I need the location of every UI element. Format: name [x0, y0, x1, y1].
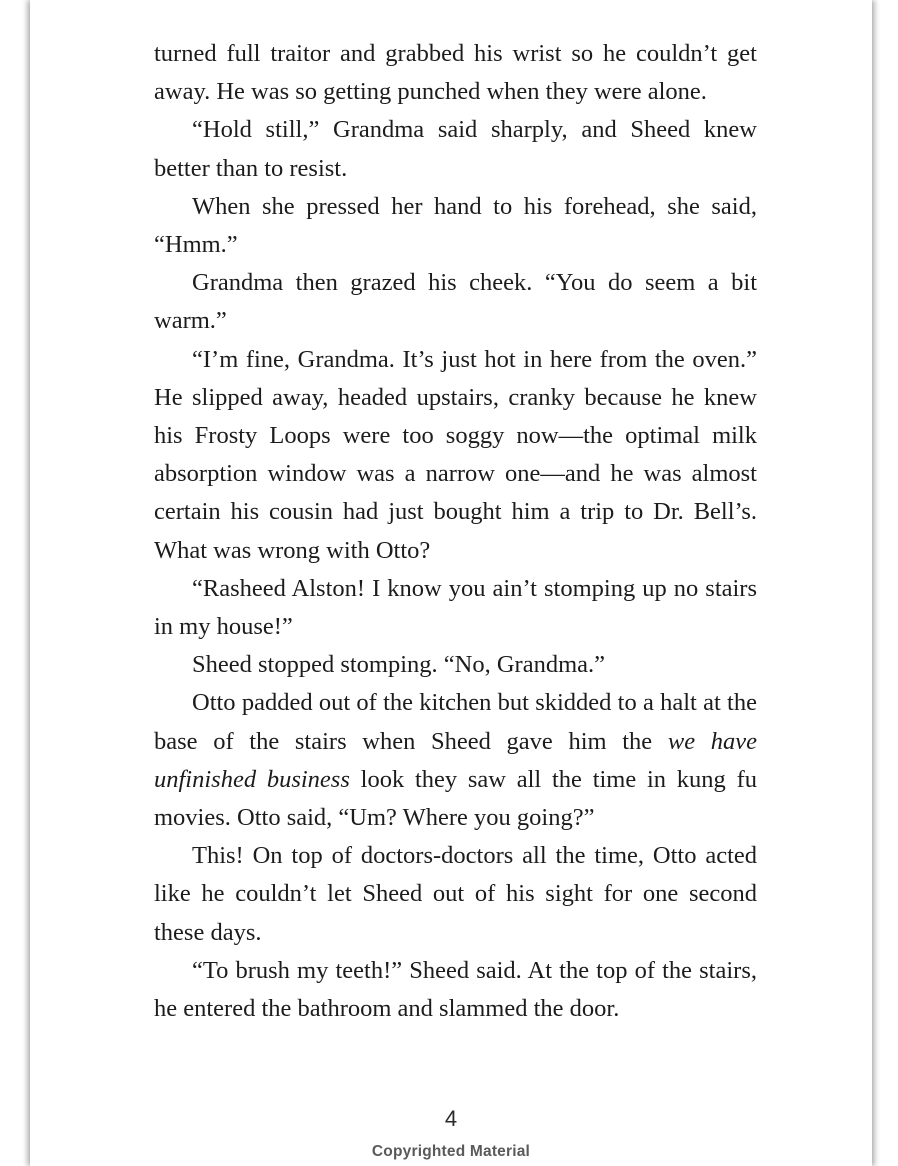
paragraph-text: This! On top of doctors-doctors all the time, Otto acted like he couldn’t let Sheed out of his sight for one second these days.: [154, 842, 757, 946]
paragraph: [154, 264, 757, 340]
paragraph: [154, 684, 757, 837]
paragraph-text: “To brush my teeth!” Sheed said. At the top of the stairs, he entered the bathroom and slammed the door.: [154, 956, 757, 1023]
book-page: [30, 0, 872, 1166]
paragraph: [154, 35, 757, 111]
paragraph-text: turned full traitor and grabbed his wrist so he couldn’t get away. He was so getting punched when they were alone.: [154, 40, 757, 106]
paragraph-text: Grandma then grazed his cheek. “You do seem a bit warm.”: [154, 269, 757, 335]
paragraph-text: “Rasheed Alston! I know you ain’t stomping up no stairs in my house!”: [154, 574, 757, 641]
page-number: 4: [444, 1106, 458, 1131]
paragraph-text: Otto padded out of the kitchen but skidded to a halt at the base of the stairs when Sheed gave him the: [154, 689, 757, 755]
copyright-footer: Copyrighted Material: [371, 1143, 531, 1160]
paragraph-text: Sheed stopped stomping. “No, Grandma.”: [192, 651, 606, 679]
paragraph: [154, 111, 757, 187]
paragraph-text: “Hold still,” Grandma said sharply, and Sheed knew better than to resist.: [154, 116, 757, 182]
paragraph-text: When she pressed her hand to his forehead, she said, “Hmm.”: [154, 192, 757, 259]
page-body-text: [154, 35, 757, 1028]
paragraph: [154, 341, 757, 570]
paragraph: [154, 837, 757, 952]
paragraph: [154, 952, 757, 1028]
paragraph: [154, 570, 757, 646]
paragraph-text: look they saw all the time in kung fu movies. Otto said, “Um? Where you going?”: [154, 765, 757, 832]
paragraph: [154, 188, 757, 264]
paragraph: [154, 646, 757, 684]
italic-text: we have unfinished business: [154, 727, 757, 793]
paragraph-text: “I’m fine, Grandma. It’s just hot in here from the oven.” He slipped away, headed upstairs, cranky because he knew his Frosty Loops were too soggy now—the optimal milk absorption window was a narrow one—and he was almost certain his cousin had just bought him a trip to Dr. Bell’s. What was wrong with Otto?: [154, 345, 757, 564]
